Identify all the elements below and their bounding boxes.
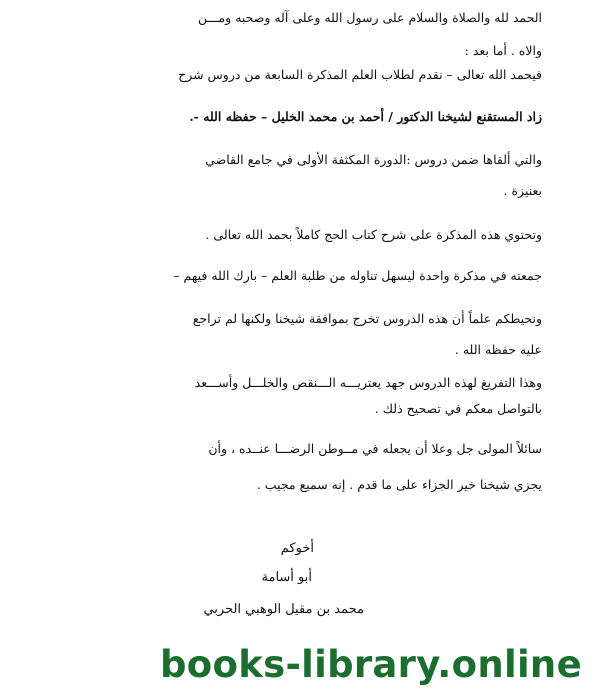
- paragraph-1-line-1: الحمد لله والصلاة والسلام على رسول الله وعلى آله وصحبه ومـــن: [197, 10, 542, 25]
- paragraph-7-line-1: وهذا التفريغ لهذه الدروس جهد يعتريـــه الـــنقص والخلـــل وأســـعد: [194, 375, 542, 390]
- paragraph-8-line-1: سائلاً المولى جل وعلا أن يجعله في مــوطن الرضـــا عنــده ، وأن: [208, 441, 542, 456]
- paragraph-3-line-1: والتي ألقاها ضمن دروس :الدورة المكثفة الأولى في جامع القاضي: [205, 152, 542, 167]
- paragraph-7-line-2: بالتواصل معكم في تصحيح ذلك .: [374, 401, 542, 416]
- paragraph-1-line-2: والاه . أما بعد :: [464, 43, 542, 58]
- signature-line-3: محمد بن مقيل الوهبي الحربي: [203, 602, 364, 617]
- paragraph-5-line-1: جمعته في مذكرة واحدة ليسهل تناوله من طلبة العلم – بارك الله فيهم –: [173, 268, 542, 283]
- paragraph-2-line-2: زاد المستقنع لشيخنا الدكتور / أحمد بن محمد الخليل – حفظه الله -.: [189, 109, 542, 124]
- paragraph-6-line-1: ونحيطكم علماً أن هذه الدروس تخرج بموافقة شيخنا ولكنها لم تراجع: [192, 311, 542, 326]
- paragraph-8-line-2: يجزي شيخنا خير الجزاء على ما قدم . إنه سميع مجيب .: [256, 477, 542, 492]
- watermark-text: books-library.online: [160, 643, 582, 686]
- paragraph-2-line-1: فيحمد الله تعالى – نقدم لطلاب العلم المذكرة السابعة من دروس شرح: [178, 67, 542, 82]
- paragraph-6-line-2: عليه حفظه الله .: [454, 342, 542, 357]
- signature-line-2: أبو أسامة: [261, 570, 312, 585]
- paragraph-4-line-1: وتحتوي هذه المذكرة على شرح كتاب الحج كاملاً بحمد الله تعالى .: [205, 227, 542, 242]
- paragraph-3-line-2: بعنيزة .: [503, 183, 542, 198]
- signature-line-1: أخوكم: [280, 541, 314, 556]
